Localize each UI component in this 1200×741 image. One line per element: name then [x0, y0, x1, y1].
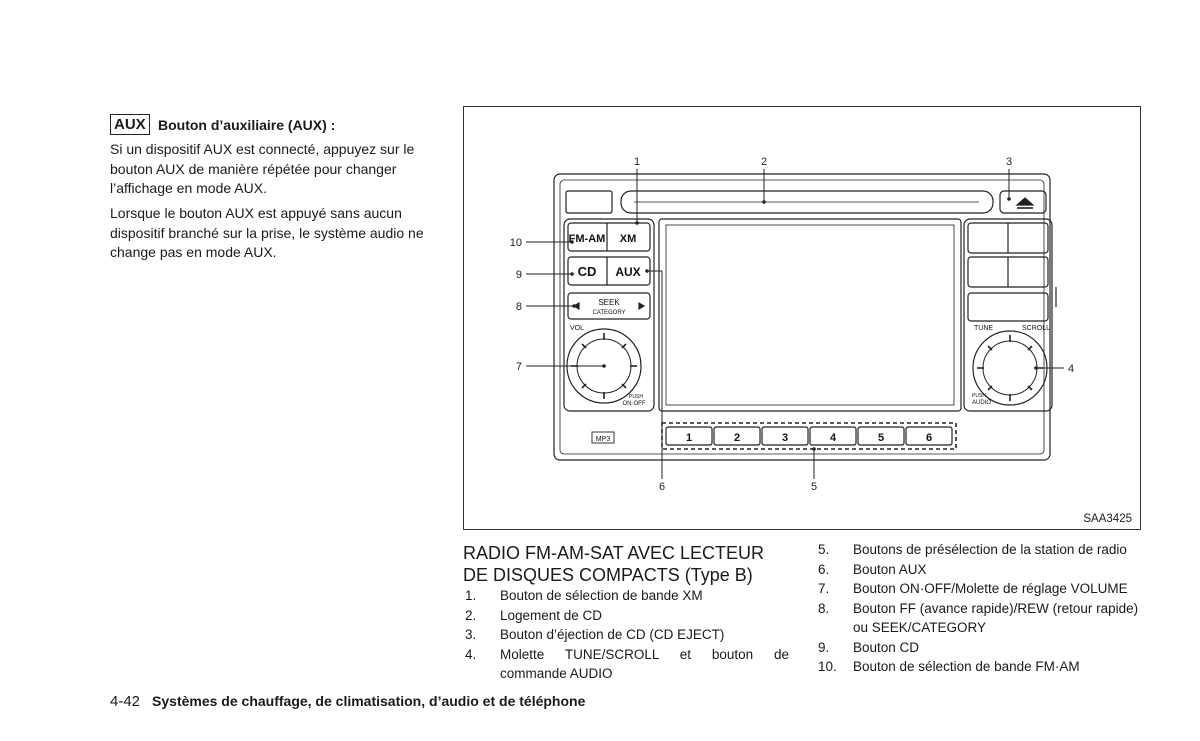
aux-badge: AUX — [110, 114, 150, 135]
list-item: 5. Boutons de présélection de la station de radio — [818, 542, 1127, 557]
callout-6: 6 — [658, 481, 666, 493]
figure-code: SAA3425 — [1083, 513, 1132, 525]
mp3-label: MP3 — [595, 436, 611, 443]
list-item: 2. Logement de CD — [465, 607, 603, 623]
callout-2: 2 — [760, 156, 768, 168]
preset-4-label: 4 — [829, 432, 837, 444]
aux-section-title: Bouton d’auxiliaire (AUX) : — [158, 117, 336, 133]
callout-5: 5 — [810, 481, 818, 493]
callout-4: 4 — [1068, 363, 1075, 375]
audio-label: AUDIO — [972, 400, 992, 406]
radio-unit-outline — [554, 174, 1050, 460]
push-audio-label: PUSH — [972, 393, 986, 399]
callout-10: 10 — [509, 237, 522, 249]
radio-illustration — [464, 107, 1142, 531]
vol-label: VOL — [570, 325, 585, 332]
leader-lines — [526, 169, 1064, 479]
push-label: PUSH — [629, 394, 643, 400]
preset-buttons — [666, 427, 952, 445]
callout-3: 3 — [1005, 156, 1013, 168]
display-screen — [659, 219, 961, 411]
radio-unit-inner-outline — [560, 180, 1044, 454]
legend-list-left — [465, 586, 789, 684]
radio-diagram — [463, 106, 1141, 530]
seek-label: SEEK — [598, 298, 620, 307]
callout-8: 8 — [515, 301, 522, 313]
list-item: 7. Bouton ON·OFF/Molette de réglage VOLUME — [818, 581, 1128, 596]
list-item: 9. Bouton CD — [818, 639, 920, 655]
list-item: 3. Bouton d’éjection de CD (CD EJECT) — [465, 627, 725, 642]
list-item: 10. Bouton de sélection de bande FM·AM — [818, 659, 1080, 674]
aux-paragraph-1: Si un dispositif AUX est connecté, appuyez sur le bouton AUX de manière répétée pour changer l’affichage en mode AUX. — [110, 141, 415, 196]
scroll-label: SCROLL — [1022, 325, 1051, 332]
preset-5-label: 5 — [877, 432, 885, 444]
aux-paragraph-2: Lorsque le bouton AUX est appuyé sans aucun dispositif branché sur la prise, le système audio ne change pas en mode AUX. — [110, 205, 424, 260]
list-item: 8. Bouton FF (avance rapide)/REW (retour rapide) ou SEEK/CATEGORY — [818, 600, 1139, 635]
figure-caption — [463, 542, 793, 586]
page-number: 4-42 — [110, 693, 141, 710]
footer-title: Systèmes de chauffage, de climatisation, d’audio et de téléphone — [152, 693, 586, 709]
legend-list-right — [818, 540, 1148, 677]
aux-button-label: AUX — [615, 265, 641, 279]
tune-label: TUNE — [974, 325, 994, 332]
cd-button-label: CD — [577, 264, 597, 279]
list-item: 4. Molette TUNE/SCROLL et bouton de commande AUDIO — [465, 646, 789, 681]
caption-line-1: RADIO FM-AM-SAT AVEC LECTEUR — [463, 543, 765, 563]
preset-2-label: 2 — [733, 432, 741, 444]
category-label: CATEGORY — [592, 310, 626, 316]
xm-button-label: XM — [619, 233, 637, 245]
preset-6-label: 6 — [925, 432, 933, 444]
preset-3-label: 3 — [781, 432, 789, 444]
list-item: 6. Bouton AUX — [818, 561, 927, 577]
preset-1-label: 1 — [685, 432, 693, 444]
callout-7: 7 — [515, 361, 522, 373]
eject-icon — [1017, 198, 1033, 205]
fm-am-button-label: FM-AM — [568, 233, 606, 245]
page-footer — [110, 693, 585, 710]
callout-1: 1 — [633, 156, 641, 168]
top-left-slot — [566, 191, 612, 213]
on-off-label: ON·OFF — [622, 401, 646, 407]
callout-9: 9 — [515, 269, 522, 281]
caption-line-2: DE DISQUES COMPACTS (Type B) — [463, 565, 753, 585]
list-item: 1. Bouton de sélection de bande XM — [465, 588, 703, 603]
